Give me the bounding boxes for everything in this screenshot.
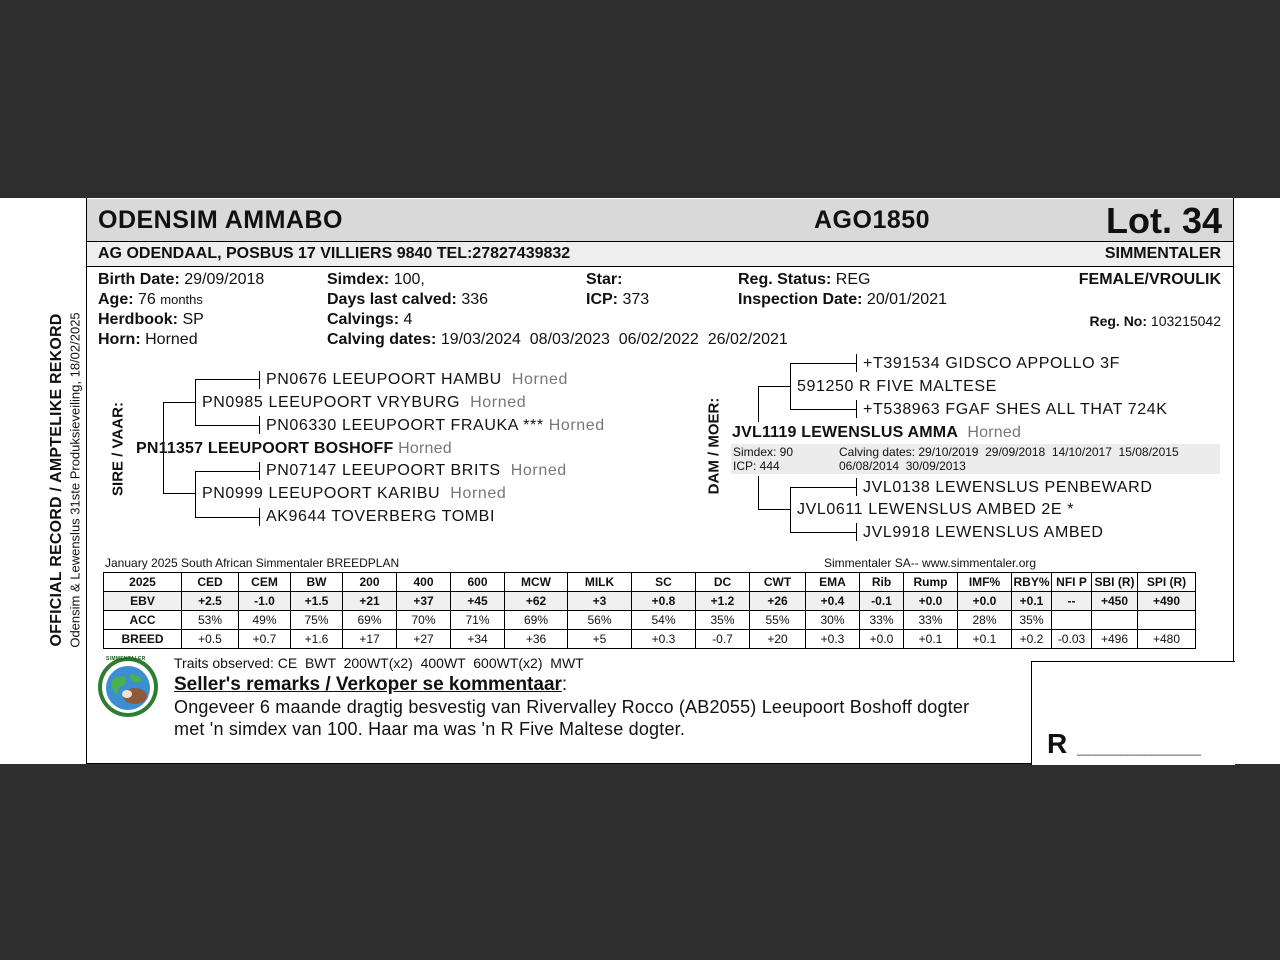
table-cell: +0.1	[958, 630, 1012, 649]
dam-tree-line	[790, 487, 791, 533]
table-cell: RBY%	[1012, 573, 1052, 592]
sire-tree-line	[195, 379, 260, 380]
dam-icp: ICP: 444	[733, 459, 780, 473]
table-cell: +20	[750, 630, 806, 649]
table-cell: 75%	[291, 611, 343, 630]
sire-dam: PN0999 LEEUPOORT KARIBU Horned	[202, 485, 507, 502]
dam-sire-dam: +T538963 FGAF SHES ALL THAT 724K	[863, 401, 1168, 418]
table-cell: --	[1052, 592, 1092, 611]
dam-tree-line	[758, 386, 759, 422]
dam-tree-line	[790, 363, 857, 364]
dam-tree-line	[856, 354, 857, 372]
breed-label: SIMMENTALER	[1104, 245, 1221, 262]
table-cell: Rump	[904, 573, 958, 592]
table-row-label: ACC	[104, 611, 182, 630]
table-cell: DC	[696, 573, 750, 592]
card-border-bottom	[86, 763, 1032, 764]
dam-tree-line	[758, 386, 791, 387]
sale-label: Odensim & Lewenslus 31ste Produksieveiling, 18/02/2025	[67, 312, 83, 648]
sire-sire-sire: PN0676 LEEUPOORT HAMBU Horned	[266, 371, 568, 388]
table-cell: 35%	[696, 611, 750, 630]
dam-tree-line	[856, 523, 857, 541]
dam-calving-dates: Calving dates: 29/10/2019 29/09/2018 14/10/2017 15/08/2015	[839, 445, 1179, 459]
table-cell: +36	[505, 630, 568, 649]
table-cell: +21	[343, 592, 397, 611]
website-caption: Simmentaler SA-- www.simmentaler.org	[824, 556, 1037, 570]
simdex: Simdex: 100,	[327, 271, 425, 288]
reg-status: Reg. Status: REG	[738, 271, 871, 288]
table-cell: -1.0	[239, 592, 291, 611]
table-cell: 600	[451, 573, 505, 592]
animal-name: ODENSIM AMMABO	[98, 206, 343, 234]
table-cell: MCW	[505, 573, 568, 592]
breeder-info: AG ODENDAAL, POSBUS 17 VILLIERS 9840 TEL:27827439832	[98, 245, 571, 262]
table-cell: +0.1	[904, 630, 958, 649]
table-row	[104, 573, 1196, 592]
table-cell: +480	[1138, 630, 1196, 649]
traits-observed: Traits observed: CE BWT 200WT(x2) 400WT 600WT(x2) MWT	[174, 655, 584, 671]
table-cell: 69%	[343, 611, 397, 630]
table-cell	[1138, 611, 1196, 630]
days-last-calved: Days last calved: 336	[327, 291, 489, 308]
table-cell: +26	[750, 592, 806, 611]
dam-simdex: Simdex: 90	[733, 445, 794, 459]
table-cell: +5	[568, 630, 632, 649]
sex-label: FEMALE/VROULIK	[1078, 271, 1221, 288]
dam-dam-sire: JVL0138 LEWENSLUS PENBEWARD	[863, 479, 1153, 496]
dam-notes	[731, 444, 1220, 474]
table-cell: 70%	[397, 611, 451, 630]
table-cell: +34	[451, 630, 505, 649]
inspection-date: Inspection Date: 20/01/2021	[738, 291, 947, 308]
table-cell: +0.0	[958, 592, 1012, 611]
table-cell	[1092, 611, 1138, 630]
table-cell: +490	[1138, 592, 1196, 611]
table-cell: +1.6	[291, 630, 343, 649]
table-cell: 54%	[632, 611, 696, 630]
table-cell: +0.4	[806, 592, 860, 611]
remarks-line-2: met 'n simdex van 100. Haar ma was 'n R Five Maltese dogter.	[174, 719, 686, 739]
table-cell: Rib	[860, 573, 904, 592]
table-cell: +3	[568, 592, 632, 611]
sire-tree-line	[195, 379, 196, 425]
table-cell: 33%	[860, 611, 904, 630]
sire-tree-line	[163, 493, 196, 494]
price-blank[interactable]: ____________________	[1077, 742, 1201, 756]
table-cell: MILK	[568, 573, 632, 592]
card-border-left	[86, 198, 87, 764]
sire-tree-line	[259, 371, 260, 389]
dam-name: JVL1119 LEWENSLUS AMMA Horned	[732, 424, 1022, 441]
dam-tree-line	[790, 532, 857, 533]
sire-sire-dam: PN06330 LEEUPOORT FRAUKA *** Horned	[266, 417, 605, 434]
breedplan-caption: January 2025 South African Simmentaler BREEDPLAN	[105, 556, 400, 570]
table-row	[104, 611, 1196, 630]
icp: ICP: 373	[586, 291, 650, 308]
sire-tree-line	[195, 471, 260, 472]
table-cell: +0.0	[904, 592, 958, 611]
table-cell: CEM	[239, 573, 291, 592]
table-cell: 33%	[904, 611, 958, 630]
sire-tree-line	[163, 402, 196, 403]
calving-dates: Calving dates: 19/03/2024 08/03/2023 06/02/2022 26/02/2021	[327, 331, 788, 348]
dam-calving-dates-2: 06/08/2014 30/09/2013	[839, 459, 966, 473]
table-cell: 49%	[239, 611, 291, 630]
table-cell: NFI P	[1052, 573, 1092, 592]
dam-sire: 591250 R FIVE MALTESE	[797, 378, 997, 395]
table-cell: +62	[505, 592, 568, 611]
table-cell: SPI (R)	[1138, 573, 1196, 592]
card-border-right	[1233, 198, 1234, 662]
dam-tree-line	[790, 363, 791, 410]
dam-tree-line	[758, 509, 791, 510]
table-cell: +1.5	[291, 592, 343, 611]
table-cell: +17	[343, 630, 397, 649]
lot-number: Lot. 34	[1105, 200, 1222, 241]
table-row-label: 2025	[104, 573, 182, 592]
dam-tree-line	[856, 400, 857, 418]
table-row-label: EBV	[104, 592, 182, 611]
table-cell: +0.8	[632, 592, 696, 611]
animal-id: AGO1850	[814, 206, 931, 234]
sire-tree-line	[195, 517, 260, 518]
table-cell: +0.0	[860, 630, 904, 649]
simmentaler-globe-logo-icon	[97, 656, 159, 718]
dam-tree-line	[856, 478, 857, 496]
table-cell: 28%	[958, 611, 1012, 630]
table-cell: 56%	[568, 611, 632, 630]
table-cell: 53%	[182, 611, 239, 630]
sire-tree-line	[259, 508, 260, 526]
table-cell: CWT	[750, 573, 806, 592]
age: Age: 76 months	[98, 291, 203, 308]
table-cell: 71%	[451, 611, 505, 630]
dam-dam: JVL0611 LEWENSLUS AMBED 2E *	[797, 501, 1075, 518]
sire-tree-line	[259, 416, 260, 434]
sire-tree-line	[195, 425, 260, 426]
dam-tree-line	[790, 409, 857, 410]
table-cell: SC	[632, 573, 696, 592]
birth-date: Birth Date: 29/09/2018	[98, 271, 265, 288]
table-cell: +0.7	[239, 630, 291, 649]
table-row	[104, 592, 1196, 611]
table-cell	[1052, 611, 1092, 630]
dam-tree-line	[790, 487, 857, 488]
table-cell: IMF%	[958, 573, 1012, 592]
table-cell: 69%	[505, 611, 568, 630]
herdbook: Herdbook: SP	[98, 311, 204, 328]
currency-label: R	[1047, 728, 1068, 759]
sire-name: PN11357 LEEUPOORT BOSHOFF Horned	[136, 440, 452, 457]
table-cell: +0.3	[806, 630, 860, 649]
dam-dam-dam: JVL9918 LEWENSLUS AMBED	[863, 524, 1104, 541]
table-cell: +1.2	[696, 592, 750, 611]
table-cell: 200	[343, 573, 397, 592]
horn-status: Horn: Horned	[98, 331, 198, 348]
table-cell: 55%	[750, 611, 806, 630]
table-cell: +27	[397, 630, 451, 649]
sire-dam-dam: AK9644 TOVERBERG TOMBI	[266, 508, 495, 525]
table-cell: -0.7	[696, 630, 750, 649]
sire-label: SIRE / VAAR:	[109, 402, 127, 496]
table-cell: +2.5	[182, 592, 239, 611]
table-cell: +0.1	[1012, 592, 1052, 611]
dam-tree-line	[758, 476, 759, 510]
table-cell: +450	[1092, 592, 1138, 611]
sire-sire: PN0985 LEEUPOORT VRYBURG Horned	[202, 394, 527, 411]
ebv-table	[103, 572, 1196, 649]
table-cell: +0.2	[1012, 630, 1052, 649]
table-cell: 30%	[806, 611, 860, 630]
table-cell: 400	[397, 573, 451, 592]
table-cell: -0.1	[860, 592, 904, 611]
sire-tree-line	[259, 462, 260, 480]
table-row	[104, 630, 1196, 649]
official-record-label: OFFICIAL RECORD / AMPTELIKE REKORD	[48, 313, 65, 647]
sire-tree-line	[195, 471, 196, 517]
table-cell: 35%	[1012, 611, 1052, 630]
table-cell: +496	[1092, 630, 1138, 649]
sire-dam-sire: PN07147 LEEUPOORT BRITS Horned	[266, 462, 567, 479]
dam-label: DAM / MOER:	[705, 397, 723, 495]
table-cell: +0.5	[182, 630, 239, 649]
remarks-title: Seller's remarks / Verkoper se kommentaar:	[174, 674, 568, 695]
table-cell: BW	[291, 573, 343, 592]
calvings: Calvings: 4	[327, 311, 413, 328]
table-cell: +45	[451, 592, 505, 611]
table-cell: SBI (R)	[1092, 573, 1138, 592]
table-cell: -0.03	[1052, 630, 1092, 649]
star: Star:	[586, 271, 623, 288]
table-cell: CED	[182, 573, 239, 592]
table-cell: +37	[397, 592, 451, 611]
table-row-label: BREED	[104, 630, 182, 649]
table-cell: +0.3	[632, 630, 696, 649]
dam-sire-sire: +T391534 GIDSCO APPOLLO 3F	[863, 355, 1121, 372]
remarks-line-1: Ongeveer 6 maande dragtig besvestig van Rivervalley Rocco (AB2055) Leeupoort Boshoff dogter	[174, 697, 970, 717]
table-cell: EMA	[806, 573, 860, 592]
reg-number: Reg. No: 103215042	[1089, 313, 1221, 329]
logo-text: SIMMENTALER	[106, 656, 146, 662]
